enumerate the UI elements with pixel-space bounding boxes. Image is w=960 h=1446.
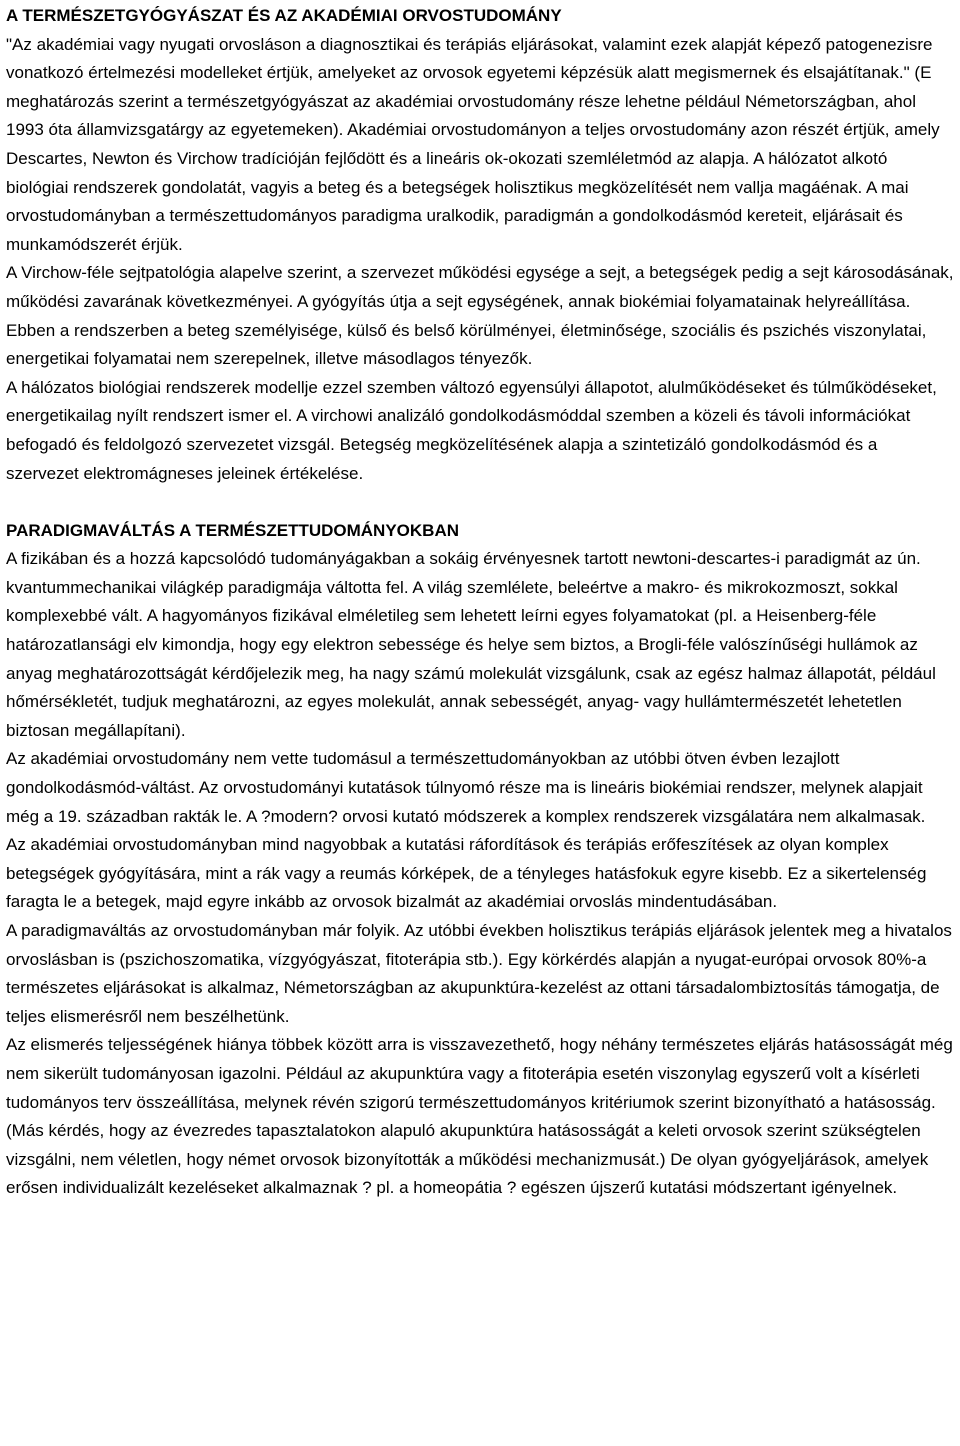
paragraph: Az elismerés teljességének hiánya többek között arra is visszavezethető, hogy néhány természetes eljárás hatásosságát még nem sikerült tudományosan igazolni. Például az akupunktúra vagy a fitoterápia esetén viszonylag egyszerű volt a kísérleti tudományos terv összeállítása, melynek révén szigorú természettudományos kritériumok szerint bizonyítható a hatásosság. (Más kérdés, hogy az évezredes tapasztalatokon alapuló akupunktúra hatásosságát a keleti orvosok szerint szükségtelen vizsgálni, nem véletlen, hogy német orvosok bizonyították a működési mechanizmusát.) De olyan gyógyeljárások, amelyek erősen individualizált kezeléseket alkalmaznak ? pl. a homeopátia ? egészen újszerű kutatási módszertant igényelnek.	[6, 1035, 953, 1198]
paragraph: A fizikában és a hozzá kapcsolódó tudományágakban a sokáig érvényesnek tartott newtoni-descartes-i paradigmát az ún. kvantummechanikai világkép paradigmája váltotta fel. A világ szemlélete, beleértve a makro- és mikrokozmoszt, sokkal komplexebbé vált. A hagyományos fizikával elméletileg sem lehetett leírni egyes folyamatokat (pl. a Heisenberg-féle határozatlansági elv kimondja, hogy egy elektron sebessége és helye sem biztos, a Brogli-féle valószínűségi hullámok az anyag meghatározottságát kérdőjelezik meg, ha nagy számú molekulát vizsgálunk, csak az egész halmaz állapotát, például hőmérsékletét, tudjuk meghatározni, az egyes molekulát, annak sebességét, anyag- vagy hullámtermészetét lehetetlen biztosan megállapítani).	[6, 549, 936, 740]
section-paradigm-shift	[6, 517, 954, 1203]
paragraph: Az akadémiai orvostudomány nem vette tudomásul a természettudományokban az utóbbi ötven évben lezajlott gondolkodásmód-váltást. Az orvostudományi kutatások túlnyomó része ma is lineáris biokémiai rendszer, melynek alapjait még a 19. században rakták le. A ?modern? orvosi kutató módszerek a komplex rendszerek vizsgálatára nem alkalmasak.	[6, 749, 926, 826]
paragraph: Az akadémiai orvostudományban mind nagyobbak a kutatási ráfordítások és terápiás erőfeszítések az olyan komplex betegségek gyógyítására, mint a rák vagy a reumás kórképek, de a tényleges hatásfokuk egyre kisebb. Ez a sikertelenség faragta le a betegek, majd egyre inkább az orvosok bizalmát az akadémiai orvoslás mindentudásában.	[6, 835, 927, 912]
section-natural-medicine	[6, 2, 954, 488]
paragraph: "Az akadémiai vagy nyugati orvosláson a diagnosztikai és terápiás eljárásokat, valamint ezek alapját képező patogenezisre vonatkozó értelmezési modelleket értjük, amelyeket az orvosok egyetemi képzésük alatt megismernek és elsajátítanak." (E meghatározás szerint a természetgyógyászat az akadémiai orvostudomány része lehetne például Németországban, ahol 1993 óta államvizsgatárgy az egyetemeken). Akadémiai orvostudományon a teljes orvostudomány azon részét értjük, amely Descartes, Newton és Virchow tradícióján fejlődött és a lineáris ok-okozati szemléletmód az alapja. A hálózatot alkotó biológiai rendszerek gondolatát, vagyis a beteg és a betegségek holisztikus megközelítését nem vallja magáénak. A mai orvostudományban a természettudományos paradigma uralkodik, paradigmán a gondolkodásmód kereteit, eljárásait és munkamódszerét érjük.	[6, 34, 940, 254]
paragraph: A hálózatos biológiai rendszerek modellje ezzel szemben változó egyensúlyi állapotot, alulműködéseket és túlműködéseket, energetikailag nyílt rendszert ismer el. A virchowi analizáló gondolkodásmóddal szemben a közeli és távoli információkat befogadó és feldolgozó szervezetet vizsgál. Betegség megközelítésének alapja a szintetizáló gondolkodásmód és a szervezet elektromágneses jeleinek értékelése.	[6, 377, 937, 483]
section-spacer	[6, 488, 954, 517]
document-page	[6, 2, 954, 1203]
paragraph: A paradigmaváltás az orvostudományban már folyik. Az utóbbi években holisztikus terápiás eljárások jelentek meg a hivatalos orvoslásban is (pszichoszomatika, vízgyógyászat, fitoterápia stb.). Egy körkérdés alapján a nyugat-európai orvosok 80%-a természetes eljárásokat is alkalmaz, Németországban az akupunktúra-kezelést az ottani társadalombiztosítás támogatja, de teljes elismerésről nem beszélhetünk.	[6, 921, 952, 1026]
section-heading-paradigm-shift: PARADIGMAVÁLTÁS A TERMÉSZETTUDOMÁNYOKBAN	[6, 520, 459, 540]
section-heading-natural-medicine: A TERMÉSZETGYÓGYÁSZAT ÉS AZ AKADÉMIAI ORVOSTUDOMÁNY	[6, 6, 562, 25]
paragraph: A Virchow-féle sejtpatológia alapelve szerint, a szervezet működési egysége a sejt, a betegségek pedig a sejt károsodásának, működési zavarának következményei. A gyógyítás útja a sejt egységének, annak biokémiai folyamatainak helyreállítása. Ebben a rendszerben a beteg személyisége, külső és belső körülményei, életminősége, szociális és pszichés viszonylatai, energetikai folyamatai nem szerepelnek, illetve másodlagos tényezők.	[6, 263, 954, 369]
